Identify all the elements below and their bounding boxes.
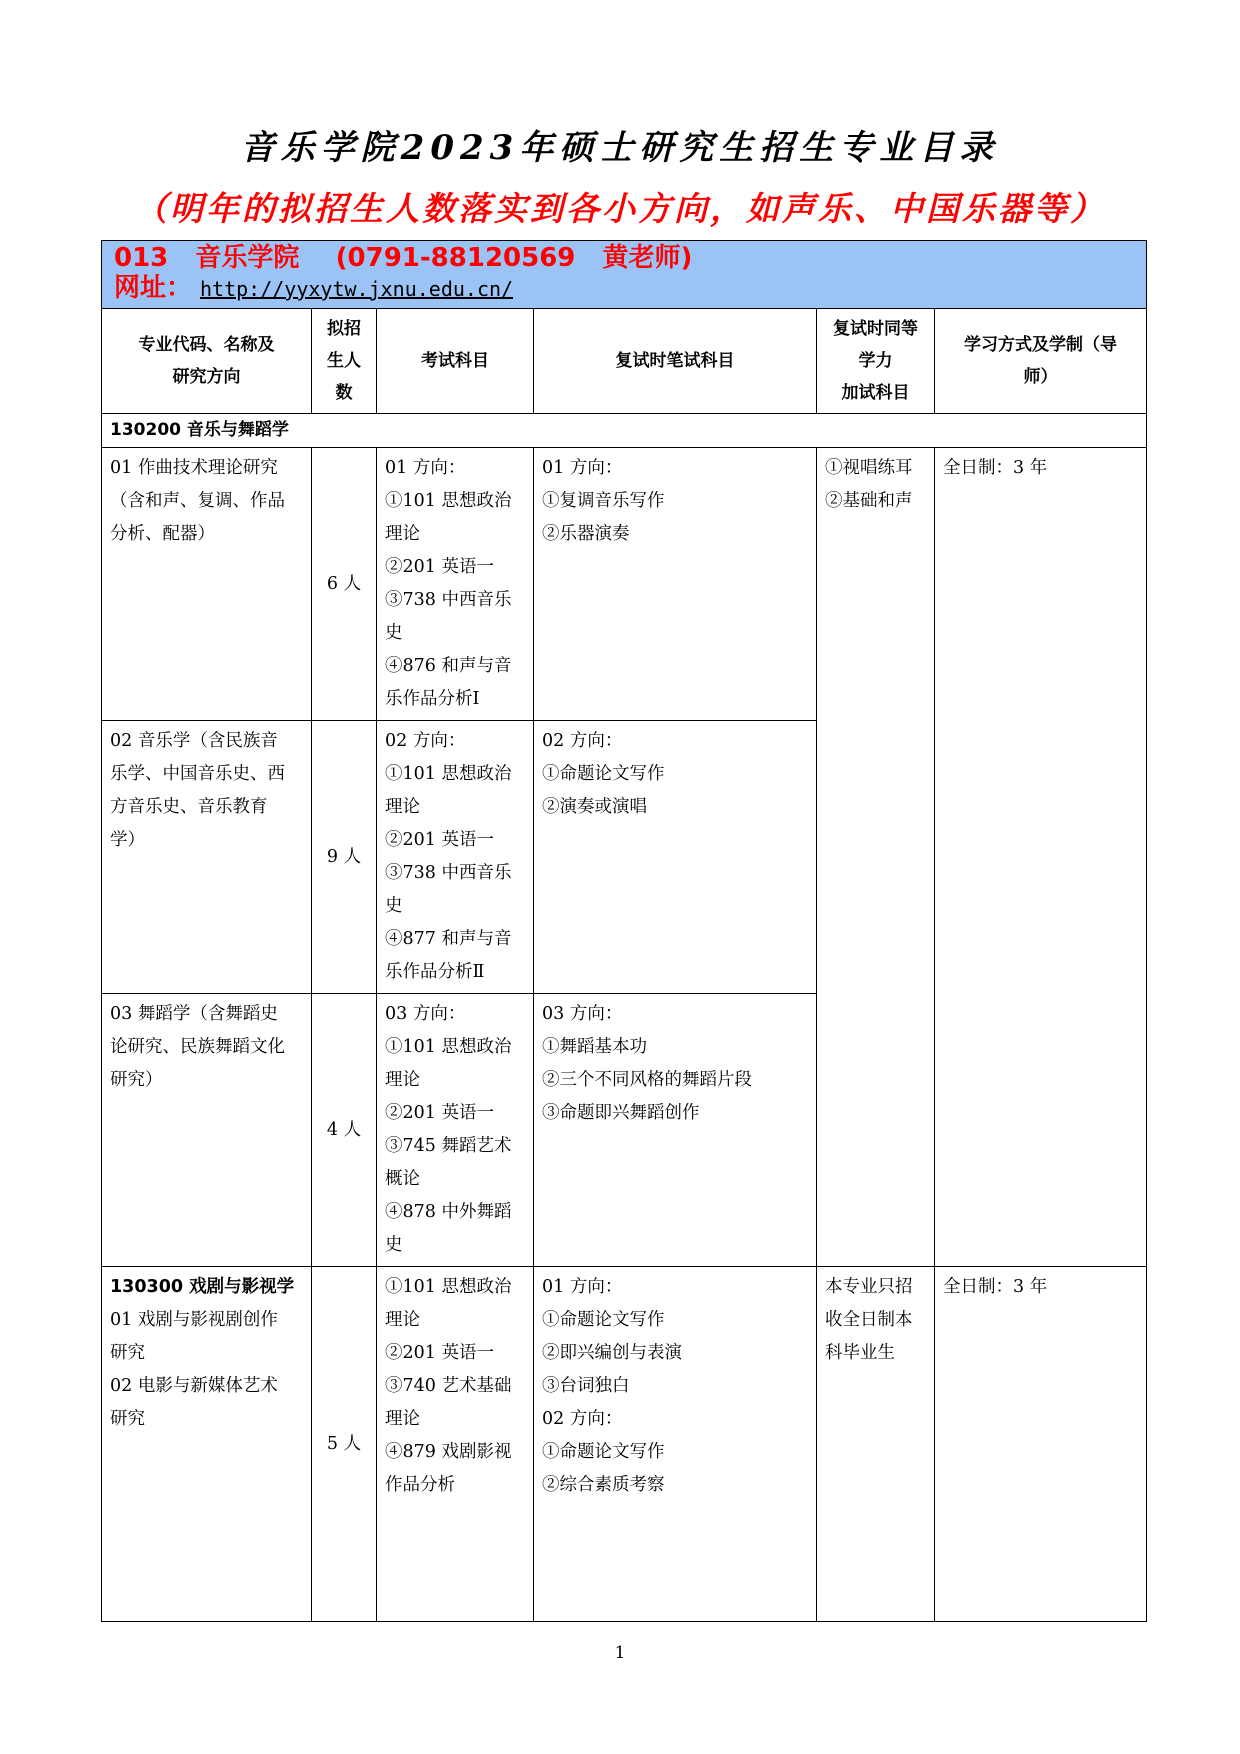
direction-03-exam: 03 方向： ①101 思想政治 理论 ②201 英语一 ③745 舞蹈艺术 概论 ④878 中外舞蹈 史: [377, 994, 534, 1267]
direction-01-retest: 01 方向： ①复调音乐写作 ②乐器演奏: [534, 448, 817, 721]
page-subtitle: （明年的拟招生人数落实到各小方向，如声乐、中国乐器等）: [134, 189, 1106, 228]
major2-exam: ①101 思想政治 理论 ②201 英语一 ③740 艺术基础 理论 ④879 戏剧影视 作品分析: [377, 1267, 534, 1622]
department-header: [102, 241, 1147, 309]
column-header-major: 专业代码、名称及 研究方向: [102, 309, 312, 414]
website-link[interactable]: http://yyxytw.jxnu.edu.cn/: [200, 277, 514, 301]
major2-extra-subjects: 本专业只招 收全日制本 科毕业生: [817, 1267, 935, 1622]
major1-study-mode: 全日制：3 年: [935, 448, 1147, 1267]
column-header-exam: 考试科目: [377, 309, 534, 414]
major2-count: 5 人: [312, 1267, 377, 1622]
department-contact: 013 音乐学院 (0791-88120569 黄老师): [114, 243, 693, 273]
direction-03-count: 4 人: [312, 994, 377, 1267]
page-number: 1: [614, 1643, 626, 1663]
direction-02-retest: 02 方向： ①命题论文写作 ②演奏或演唱: [534, 721, 817, 994]
website-label: 网址：: [114, 273, 193, 303]
direction-02-exam: 02 方向： ①101 思想政治 理论 ②201 英语一 ③738 中西音乐 史 ④877 和声与音 乐作品分析Ⅱ: [377, 721, 534, 994]
direction-01-exam: 01 方向： ①101 思想政治 理论 ②201 英语一 ③738 中西音乐 史 ④876 和声与音 乐作品分析Ⅰ: [377, 448, 534, 721]
direction-03-name: 03 舞蹈学（含舞蹈史 论研究、民族舞蹈文化 研究）: [102, 994, 312, 1267]
major2-retest: 01 方向： ①命题论文写作 ②即兴编创与表演 ③台词独白 02 方向： ①命题论文写作 ②综合素质考察: [534, 1267, 817, 1622]
major2-study-mode: 全日制：3 年: [935, 1267, 1147, 1622]
direction-02-name: 02 音乐学（含民族音 乐学、中国音乐史、西 方音乐史、音乐教育 学）: [102, 721, 312, 994]
major-name-130300: 130300 戏剧与影视学: [110, 1277, 295, 1297]
major2-cell: 130300 戏剧与影视学 01 戏剧与影视剧创作 研究 02 电影与新媒体艺术 研究: [102, 1267, 312, 1622]
column-header-count: 拟招 生人 数: [312, 309, 377, 414]
page-title: 音乐学院2023年硕士研究生招生专业目录: [240, 128, 1000, 168]
direction-01-name: 01 作曲技术理论研究 （含和声、复调、作品 分析、配器）: [102, 448, 312, 721]
major1-extra-subjects: ①视唱练耳 ②基础和声: [817, 448, 935, 1267]
major-name-130200: 130200 音乐与舞蹈学: [102, 414, 1147, 448]
direction-01-count: 6 人: [312, 448, 377, 721]
column-header-retest: 复试时笔试科目: [534, 309, 817, 414]
direction-02-count: 9 人: [312, 721, 377, 994]
column-header-extra: 复试时同等 学力 加试科目: [817, 309, 935, 414]
direction-03-retest: 03 方向： ①舞蹈基本功 ②三个不同风格的舞蹈片段 ③命题即兴舞蹈创作: [534, 994, 817, 1267]
column-header-mode: 学习方式及学制（导 师）: [935, 309, 1147, 414]
catalog-table: [101, 240, 1147, 1622]
